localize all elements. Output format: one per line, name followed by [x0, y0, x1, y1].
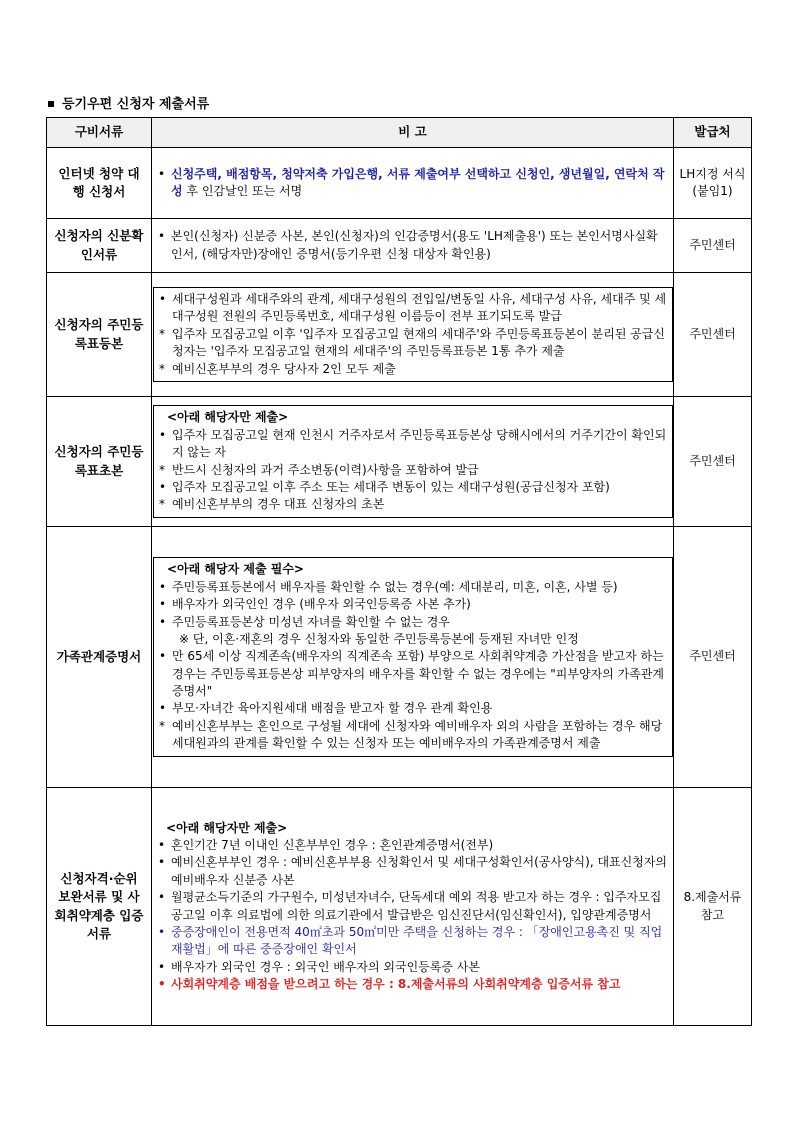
header-issuer: 발급처	[674, 118, 752, 148]
table-row	[47, 148, 752, 219]
table-row	[47, 527, 752, 788]
list-item: • 주민등록표등본에서 배우자를 확인할 수 없는 경우(예: 세대분리, 미혼, 이혼, 사별 등)	[159, 579, 618, 594]
subheading: <아래 해당자만 제출>	[167, 410, 289, 425]
doc-name: 신청자의 신분확인서류	[47, 219, 152, 273]
issuer: 주민센터	[674, 219, 752, 273]
list-item: • 혼인기간 7년 이내인 신혼부부인 경우 : 혼인관계증명서(전부)	[158, 837, 494, 852]
issuer: 주민센터	[674, 397, 752, 527]
list-item: • 중증장애인이 전용면적 40㎡초과 50㎡미만 주택을 신청하는 경우 : 「장애인고용촉진 및 직업재활법」에 따른 중증장애인 확인서	[158, 924, 663, 957]
list-item: * 예비신혼부부는 혼인으로 구성될 세대에 신청자와 예비배우자 외의 사람을 포함하는 경우 해당 세대원과의 관계를 확인할 수 있는 신청자 또는 예비배우자의 가족관계증명서 제출	[159, 718, 663, 751]
list-item: • 신청주택, 배점항목, 청약저축 가입은행, 서류 제출여부 선택하고 신청인, 생년월일, 연락처 작성 후 인감날인 또는 서명	[158, 166, 665, 198]
table-row	[47, 273, 752, 397]
section-title: 등기우편 신청자 제출서류	[48, 93, 209, 112]
remarks-cell	[152, 148, 674, 219]
subheading: <아래 해당자만 제출>	[166, 820, 288, 835]
list-item: * 입주자 모집공고일 이후 '입주자 모집공고일 현재의 세대주'와 주민등록표등본이 분리된 공급신청자는 '입주자 모집공고일 현재의 세대주'의 주민등록표등본 1통 추가 제출	[159, 326, 666, 359]
list-item: • 세대구성원과 세대주와의 관계, 세대구성원의 전입일/변동일 사유, 세대구성 사유, 세대주 및 세대구성원 전원의 주민등록번호, 세대구성원 이름등이 전부 표기되도록 발급	[159, 292, 667, 324]
header-documents: 구비서류	[47, 118, 152, 148]
list-item: * 예비신혼부부의 경우 대표 신청자의 초본	[159, 497, 385, 512]
doc-name: 가족관계증명서	[47, 527, 152, 788]
list-item: * 반드시 신청자의 과거 주소변동(이력)사항을 포함하여 발급	[159, 462, 479, 477]
list-item: • 입주자 모집공고일 이후 주소 또는 세대주 변동이 있는 세대구성원(공급신청자 포함)	[159, 479, 610, 494]
list-item: • 월평균소득기준의 가구원수, 미성년자녀수, 단독세대 예외 적용 받고자 하는 경우 : 입주자모집공고일 이후 의료법에 의한 의료기관에서 발급받은 임신진단서(임신확인서), 입양관계증명서	[158, 890, 662, 922]
table-header-row	[47, 118, 752, 148]
issuer: 8.제출서류 참고	[674, 788, 752, 1026]
remarks-cell	[152, 788, 674, 1026]
issuer: 주민센터	[674, 273, 752, 397]
subheading: <아래 해당자 제출 필수>	[167, 562, 304, 577]
remarks-cell	[152, 527, 674, 788]
remarks-cell	[152, 219, 674, 273]
remarks-cell	[152, 273, 674, 397]
documents-table	[46, 117, 752, 1026]
remarks-cell	[152, 397, 674, 527]
table-row	[47, 788, 752, 1026]
doc-name: 신청자격·순위 보완서류 및 사회취약계층 입증서류	[47, 788, 152, 1026]
list-item: • 본인(신청자) 신분증 사본, 본인(신청자)의 인감증명서(용도 'LH제출용') 또는 본인서명사실확인서, (해당자만)장애인 증명서(등기우편 신청 대상자 확인용)	[158, 229, 658, 261]
doc-name: 신청자의 주민등록표초본	[47, 397, 152, 527]
doc-name: 인터넷 청약 대행 신청서	[47, 148, 152, 219]
table-row	[47, 397, 752, 527]
header-remarks: 비 고	[152, 118, 674, 148]
list-item: • 배우자가 외국인 경우 : 외국인 배우자의 외국인등록증 사본	[158, 959, 480, 974]
list-item: • 만 65세 이상 직계존속(배우자의 직계존속 포함) 부양으로 사회취약계층 가산점을 받고자 하는 경우는 주민등록표등본상 피부양자의 배우자를 확인할 수 없는 경우에는 "피부양자의 가족관계증명서"	[159, 649, 664, 699]
list-item: • 주민등록표등본상 미성년 자녀를 확인할 수 없는 경우	[159, 614, 450, 629]
square-bullet-icon	[48, 101, 54, 107]
list-item: * 예비신혼부부의 경우 당사자 2인 모두 제출	[159, 361, 396, 376]
list-item: • 입주자 모집공고일 현재 인천시 거주자로서 주민등록표등본상 당해시에서의 거주기간이 확인되지 않는 자	[159, 427, 667, 460]
list-item: • 배우자가 외국인인 경우 (배우자 외국인등록증 사본 추가)	[159, 597, 471, 612]
list-item: • 예비신혼부부인 경우 : 예비신혼부부용 신청확인서 및 세대구성확인서(공사양식), 대표신청자의 예비배우자 신분증 사본	[158, 855, 668, 887]
table-row	[47, 219, 752, 273]
doc-name: 신청자의 주민등록표등본	[47, 273, 152, 397]
issuer: 주민센터	[674, 527, 752, 788]
list-item: ※ 단, 이혼·재혼의 경우 신청자와 동일한 주민등록등본에 등재된 자녀만 인정	[179, 631, 579, 646]
issuer: LH지정 서식 (붙임1)	[674, 148, 752, 219]
list-item: • 부모·자녀간 육아지원세대 배점을 받고자 할 경우 관계 확인용	[159, 701, 493, 716]
list-item: • 사회취약계층 배점을 받으려고 하는 경우 : 8.제출서류의 사회취약계층 입증서류 참고	[158, 977, 621, 992]
